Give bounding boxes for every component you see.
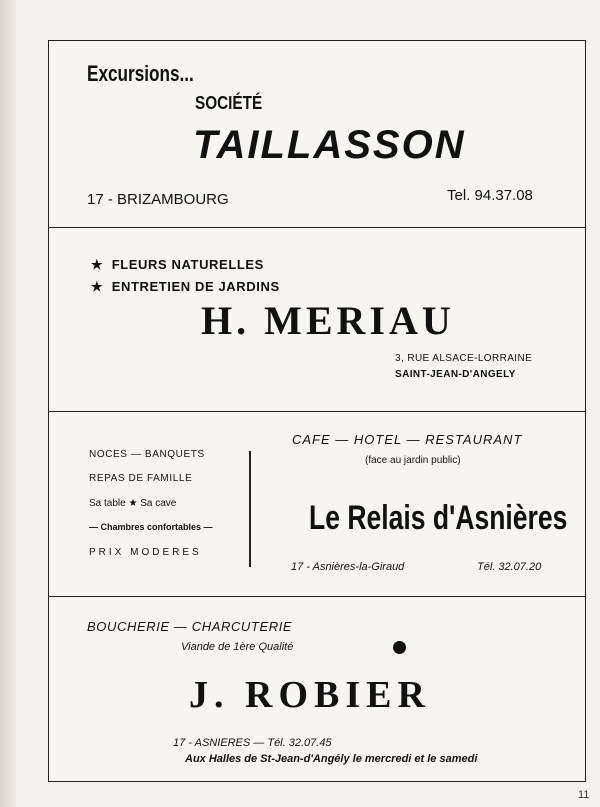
divider: [49, 227, 585, 228]
relais-location: 17 - Asnières-la-Giraud: [291, 561, 405, 573]
meriau-service-2: [91, 279, 280, 295]
taillasson-phone: Tel. 94.37.08: [447, 187, 533, 204]
service-label: ENTRETIEN DE JARDINS: [111, 279, 280, 294]
divider: [49, 411, 585, 412]
robier-header: BOUCHERIE — CHARCUTERIE: [87, 619, 293, 634]
robier-title: J. ROBIER: [189, 674, 431, 716]
robier-subheader: Viande de 1ère Qualité: [181, 641, 294, 653]
meriau-address-city: SAINT-JEAN-D'ANGELY: [395, 369, 516, 380]
star-icon: ★: [91, 257, 104, 272]
relais-title: Le Relais d'Asnières: [309, 499, 568, 537]
excursions-heading: Excursions...: [87, 61, 194, 86]
relais-prix: PRIX MODERES: [89, 547, 202, 558]
meriau-service-1: [91, 257, 264, 273]
robier-market: Aux Halles de St-Jean-d'Angély le mercredi et le samedi: [185, 753, 478, 765]
advert-frame: [48, 40, 586, 782]
relais-header: CAFE — HOTEL — RESTAURANT: [292, 432, 523, 447]
taillasson-title: TAILLASSON: [193, 123, 466, 167]
relais-subheader: (face au jardin public): [365, 455, 461, 466]
robier-location: 17 - ASNIERES — Tél. 32.07.45: [173, 737, 332, 749]
taillasson-location: 17 - BRIZAMBOURG: [87, 191, 229, 208]
star-icon: ★: [91, 279, 104, 294]
relais-chambres: — Chambres confortables —: [89, 522, 213, 532]
relais-repas: REPAS DE FAMILLE: [89, 473, 193, 484]
decorative-rule: [249, 451, 251, 567]
relais-phone: Tél. 32.07.20: [477, 561, 542, 573]
relais-table-cave: Sa table ★ Sa cave: [89, 498, 177, 509]
page-number: 11: [578, 789, 590, 801]
divider: [49, 596, 585, 597]
relais-noces: NOCES — BANQUETS: [89, 449, 205, 460]
page-edge: [0, 0, 16, 807]
meriau-title: H. MERIAU: [201, 298, 455, 343]
bullet-dot-icon: [393, 641, 406, 654]
societe-label: SOCIÉTÉ: [195, 93, 263, 113]
meriau-address-street: 3, RUE ALSACE-LORRAINE: [395, 353, 533, 364]
service-label: FLEURS NATURELLES: [111, 257, 264, 272]
